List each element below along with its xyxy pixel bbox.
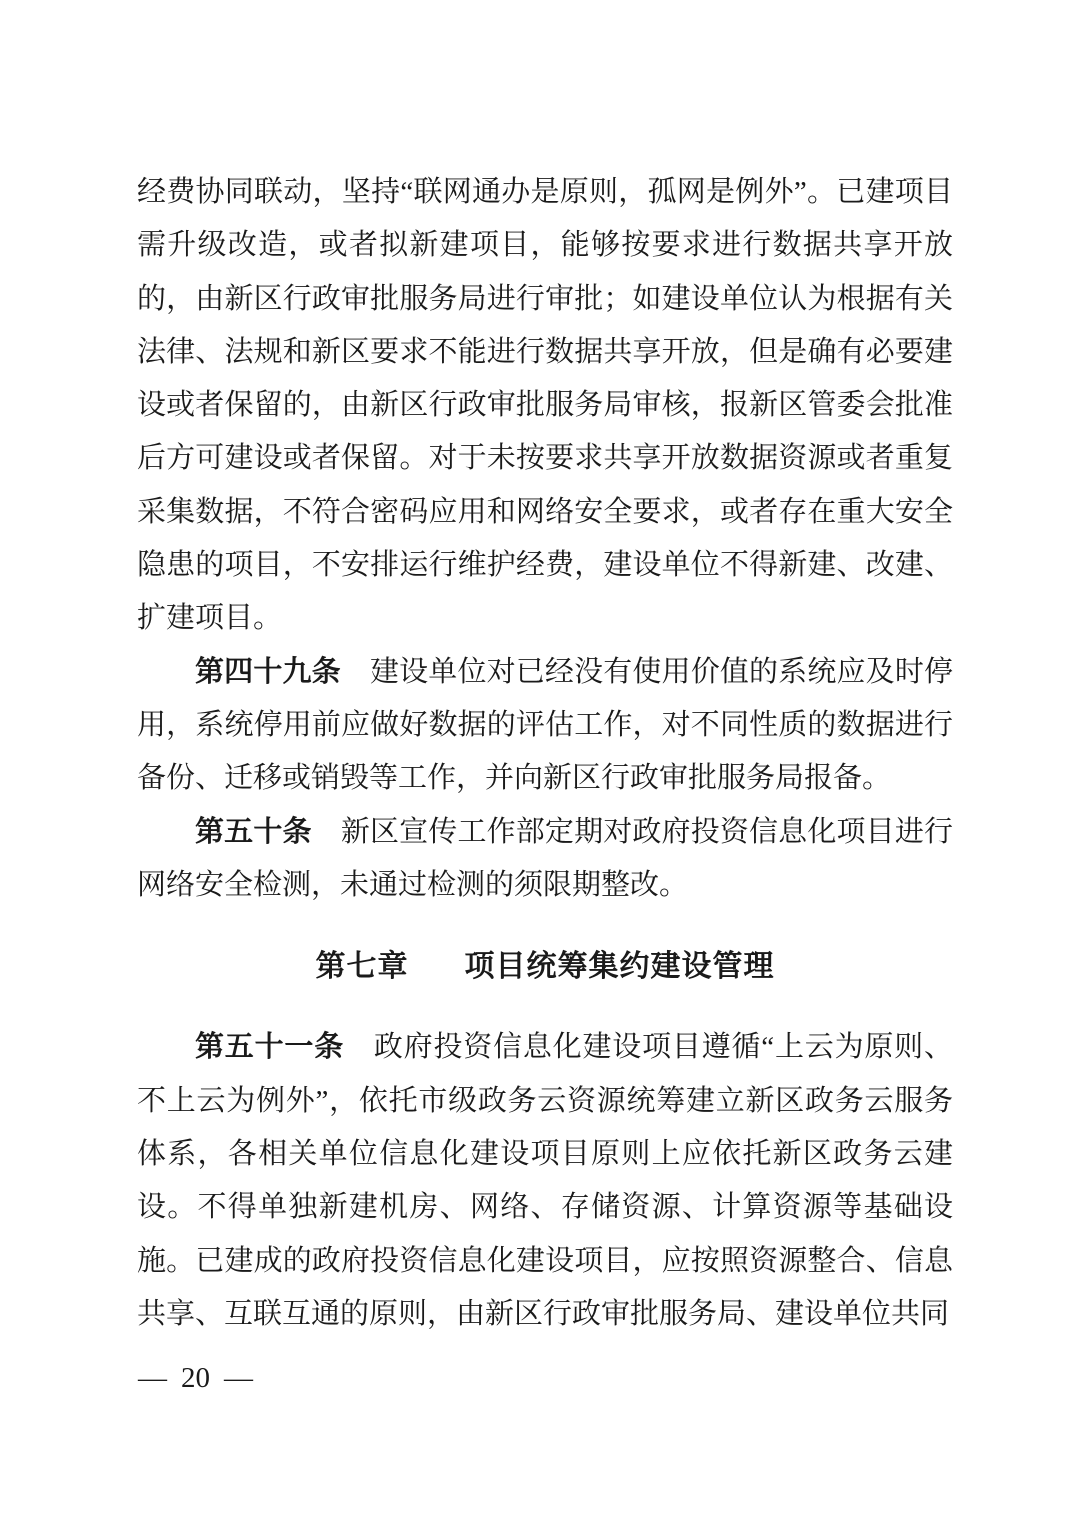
article-49-text: 建设单位对已经没有使用价值的系统应及时停用，系统停用前应做好数据的评估工作，对不同性质的数据进行备份、迁移或销毁等工作，并向新区行政审批服务局报备。 (137, 655, 953, 795)
chapter-7-title: 项目统筹集约建设管理 (464, 950, 775, 984)
continuation-paragraph: 经费协同联动，坚持“联网通办是原则，孤网是例外”。已建项目需升级改造，或者拟新建项目，能够按要求进行数据共享开放的，由新区行政审批服务局进行审批；如建设单位认为根据有关法律、法规和新区要求不能进行数据共享开放，但是确有必要建设或者保留的，由新区行政审批服务局审核，报新区管委会批准后方可建设或者保留。对于未按要求共享开放数据资源或者重复采集数据，不符合密码应用和网络安全要求，或者存在重大安全隐患的项目，不安排运行维护经费，建设单位不得新建、改建、扩建项目。 (137, 176, 953, 635)
article-50-text: 新区宣传工作部定期对政府投资信息化项目进行网络安全检测，未通过检测的须限期整改。 (137, 815, 953, 901)
chapter-7-heading (137, 940, 953, 993)
article-49-number: 第四十九条 (195, 655, 341, 688)
article-50-paragraph (137, 806, 953, 913)
article-51-number: 第五十一条 (195, 1031, 345, 1064)
footer-right-dash: — (224, 1362, 253, 1394)
article-50-separator (312, 816, 341, 848)
article-51-separator (344, 1031, 374, 1063)
article-49-separator (341, 656, 370, 688)
article-51-text: 政府投资信息化建设项目遵循“上云为原则、不上云为例外”，依托市级政务云资源统筹建立新区政务云服务体系，各相关单位信息化建设项目原则上应依托新区政务云建设。不得单独新建机房、网络、存储资源、计算资源等基础设施。已建成的政府投资信息化建设项目，应按照资源整合、信息共享、互联互通的原则，由新区行政审批服务局、建设单位共同 (137, 1031, 953, 1330)
article-50-number: 第五十条 (195, 815, 312, 848)
page-body-text (137, 166, 953, 1341)
page-footer (138, 1352, 253, 1405)
chapter-7-number: 第七章 (315, 950, 409, 984)
page-number: 20 (181, 1362, 210, 1394)
article-49-paragraph (137, 646, 953, 806)
footer-left-dash: — (138, 1362, 167, 1394)
article-51-paragraph (137, 1021, 953, 1341)
